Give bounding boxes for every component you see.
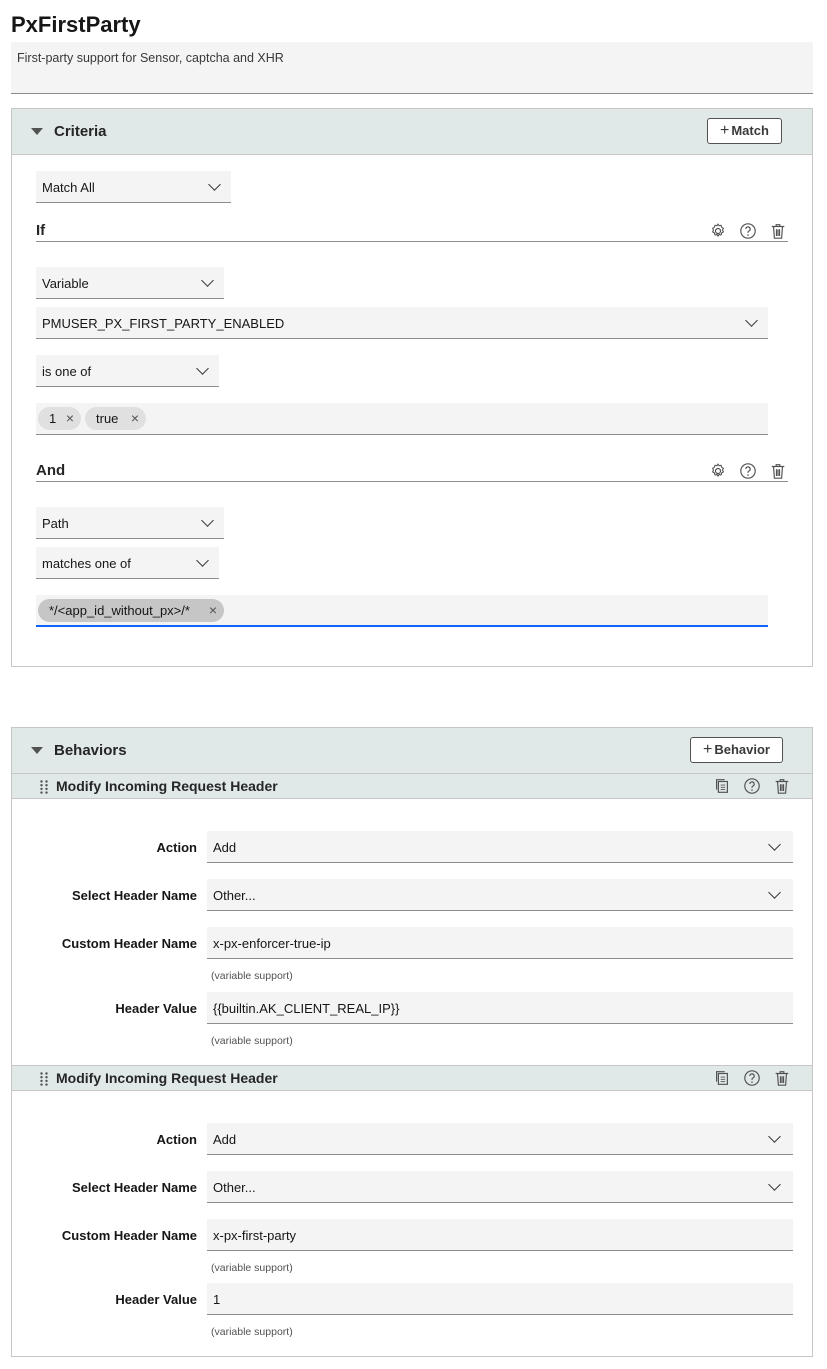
variable-support-hint: (variable support) [211,1035,293,1047]
action-select[interactable] [207,1123,793,1155]
custom-header-name-label: Custom Header Name [61,1228,197,1243]
plus-icon: + [720,122,730,139]
action-select[interactable] [207,831,793,863]
chevron-down-icon [768,886,781,899]
variable-support-hint: (variable support) [211,970,293,982]
header-value-value: 1 [213,1292,221,1307]
condition-type-value: Path [42,516,69,531]
chevron-down-icon [196,362,209,375]
header-name-label: Select Header Name [71,1180,197,1195]
value-tag-label: true [96,411,119,426]
value-tag-label: 1 [49,411,57,426]
divider [36,241,788,242]
chevron-down-icon [768,1130,781,1143]
chevron-down-icon [196,554,209,567]
help-circle-icon[interactable] [743,1069,761,1087]
trash-icon[interactable] [773,777,791,795]
header-name-select[interactable] [207,1171,793,1203]
values-tag-input[interactable] [36,403,768,435]
custom-header-name-value: x-px-first-party [213,1228,297,1243]
help-circle-icon[interactable] [739,462,757,480]
copy-icon[interactable] [713,777,731,795]
criteria-header [12,109,812,155]
condition-label-and: And [36,462,66,479]
match-mode-select[interactable] [36,171,231,203]
criteria-panel [11,108,813,667]
operator-value: matches one of [42,556,131,571]
gear-icon[interactable] [709,222,727,240]
match-mode-value: Match All [42,180,95,195]
chevron-down-icon [201,514,214,527]
condition-type-select[interactable] [36,507,224,539]
operator-select[interactable] [36,547,219,579]
header-name-value: Other... [213,888,256,903]
trash-icon[interactable] [769,222,787,240]
copy-icon[interactable] [713,1069,731,1087]
description-text: First-party support for Sensor, captcha and XHR [17,51,284,65]
behavior-title: Modify Incoming Request Header [56,1070,278,1086]
drag-handle-icon[interactable] [39,1071,49,1087]
behavior-header [12,773,812,799]
add-behavior-button[interactable] [690,737,783,763]
header-name-label: Select Header Name [71,888,197,903]
header-value-value: {{builtin.AK_CLIENT_REAL_IP}} [213,1001,400,1016]
behaviors-header [12,728,812,774]
header-value-label: Header Value [115,1292,197,1307]
gear-icon[interactable] [709,462,727,480]
collapse-caret-icon[interactable] [31,747,43,754]
behavior-title: Modify Incoming Request Header [56,778,278,794]
close-icon[interactable]: × [130,410,139,426]
behavior-header [12,1065,812,1091]
collapse-caret-icon[interactable] [31,128,43,135]
trash-icon[interactable] [773,1069,791,1087]
header-name-value: Other... [213,1180,256,1195]
variable-select[interactable] [36,307,768,339]
header-name-select[interactable] [207,879,793,911]
add-behavior-label: Behavior [714,742,770,757]
close-icon[interactable]: × [208,602,217,618]
value-tag [85,407,146,430]
custom-header-name-input[interactable] [207,927,793,959]
add-match-button[interactable] [707,118,782,144]
custom-header-name-value: x-px-enforcer-true-ip [213,936,331,951]
condition-label-if: If [36,222,46,239]
chevron-down-icon [768,838,781,851]
close-icon[interactable]: × [65,410,74,426]
behaviors-panel [11,727,813,1357]
variable-support-hint: (variable support) [211,1262,293,1274]
chevron-down-icon [745,314,758,327]
chevron-down-icon [201,274,214,287]
operator-select[interactable] [36,355,219,387]
action-label: Action [156,840,197,855]
value-tag [38,407,81,430]
help-circle-icon[interactable] [739,222,757,240]
trash-icon[interactable] [769,462,787,480]
action-value: Add [213,840,237,855]
page-title: PxFirstParty [11,12,141,37]
plus-icon: + [703,741,713,758]
action-value: Add [213,1132,237,1147]
header-value-input[interactable] [207,992,793,1024]
header-value-input[interactable] [207,1283,793,1315]
condition-type-value: Variable [42,276,89,291]
value-tag [38,599,224,622]
condition-type-select[interactable] [36,267,224,299]
help-circle-icon[interactable] [743,777,761,795]
chevron-down-icon [208,178,221,191]
criteria-title: Criteria [54,123,107,140]
chevron-down-icon [768,1178,781,1191]
description-field[interactable] [11,42,813,94]
add-match-label: Match [731,123,769,138]
path-values-tag-input[interactable] [36,595,768,627]
action-label: Action [156,1132,197,1147]
divider [36,481,788,482]
custom-header-name-input[interactable] [207,1219,793,1251]
header-value-label: Header Value [115,1001,197,1016]
variable-support-hint: (variable support) [211,1326,293,1338]
behaviors-title: Behaviors [54,742,127,759]
custom-header-name-label: Custom Header Name [61,936,197,951]
value-tag-label: */<app_id_without_px>/* [49,603,190,618]
operator-value: is one of [42,364,92,379]
drag-handle-icon[interactable] [39,779,49,795]
variable-value: PMUSER_PX_FIRST_PARTY_ENABLED [42,316,285,331]
